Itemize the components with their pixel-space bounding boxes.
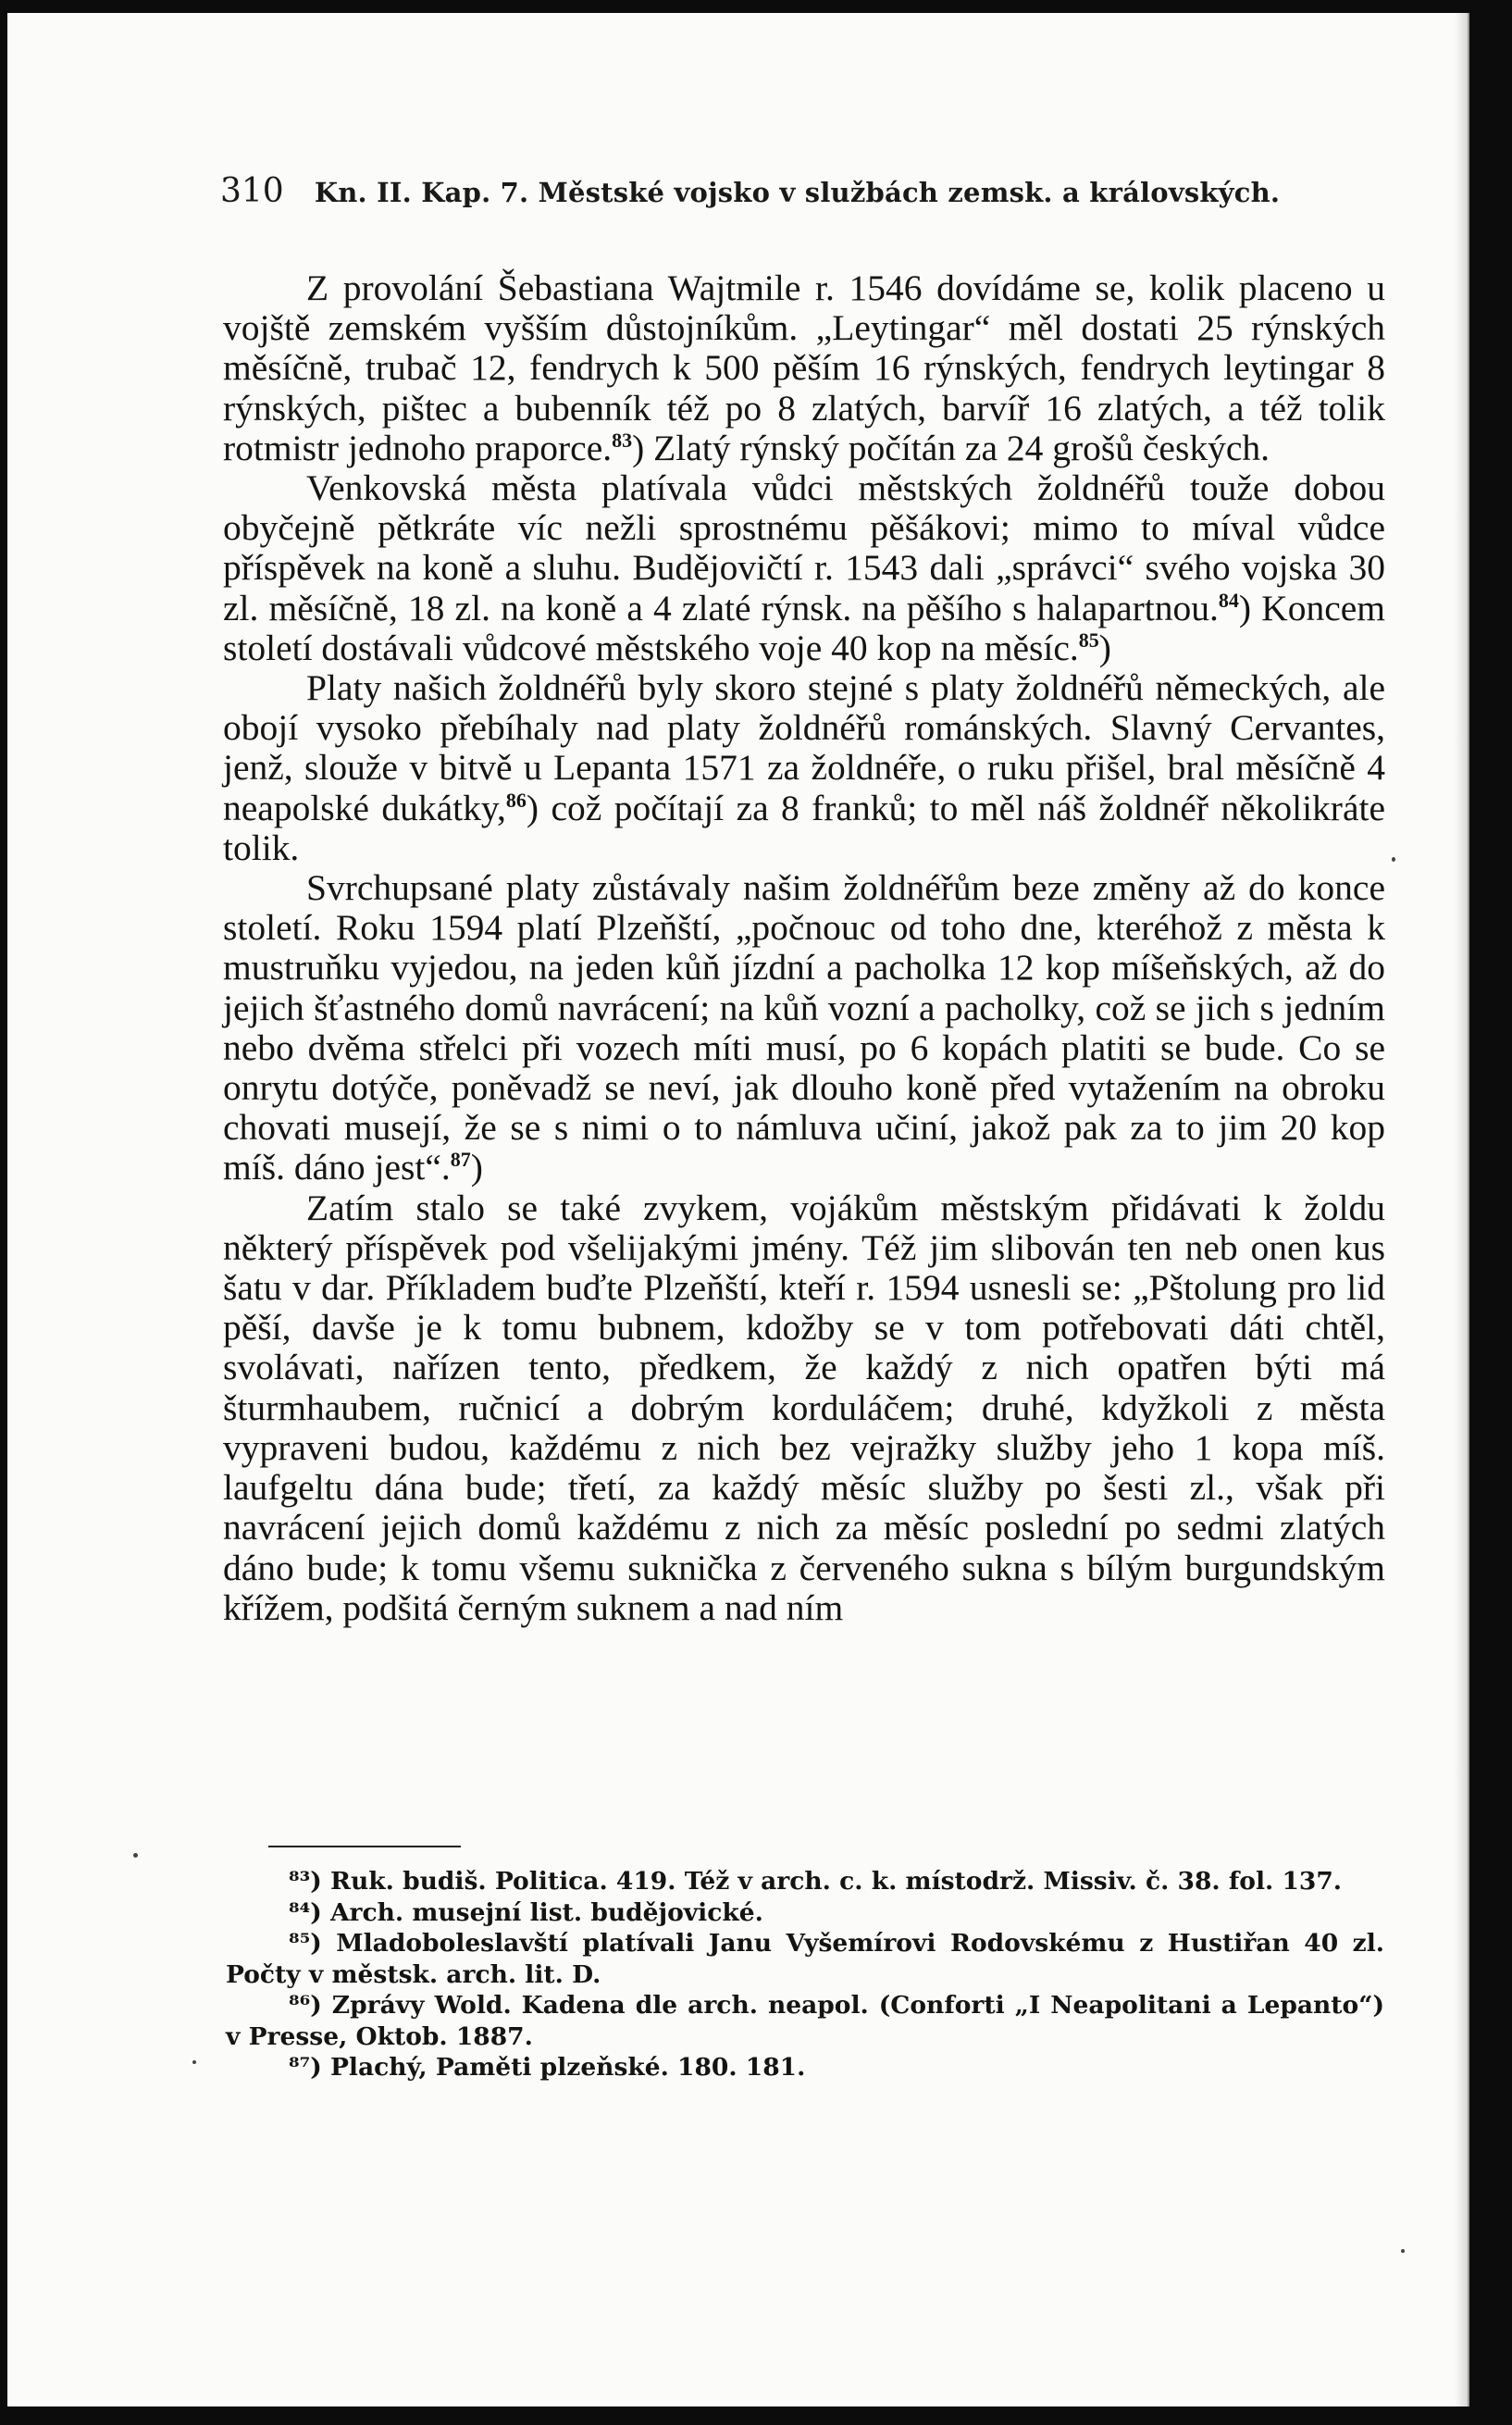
footnote: ⁸⁵) Mladoboleslavští platívali Janu Vyšemírovi Rodovskému z Hustiřan 40 zl. Počty v městsk. arch. lit. D.: [226, 1929, 1384, 1989]
page-number: 310: [220, 172, 284, 210]
print-speck: [192, 2060, 196, 2064]
print-speck: [1392, 857, 1395, 862]
book-page: [7, 13, 1469, 2406]
print-speck: [1401, 2249, 1405, 2253]
print-speck: [133, 1853, 138, 1858]
page-header: [220, 172, 1386, 210]
footnote: ⁸³) Ruk. budiš. Politica. 419. Též v arch. c. k. místodrž. Missiv. č. 38. fol. 137.: [289, 1867, 1342, 1896]
footnote-ref: 85: [1078, 628, 1099, 652]
running-head: Kn. II. Kap. 7. Městské vojsko v službách zemsk. a královských.: [314, 177, 1281, 208]
footnote-ref: 84: [1218, 588, 1239, 612]
paragraph: Z provolání Šebastiana Wajtmile r. 1546 dovídáme se, kolik placeno u vojště zemském vyšším důstojníkům. „Leytingar“ měl dostati 25 rýnských měsíčně, trubač 12, fendrych k 500 pěším 16 rýnských, fendrych leytingar 8 rýnských, pištec a bubenník též po 8 zlatých, barvíř 16 zlatých, a též tolik rotmistr jednoho praporce.$^{83}$) Zlatý rýnský počítán za 24 grošů českých.: [223, 267, 1385, 468]
paragraph: Zatím stalo se také zvykem, vojákům městským přidávati k žoldu některý příspěvek pod všelijakými jmény. Též jim slibován ten neb onen kus šatu v dar. Příkladem buďte Plzeňští, kteří r. 1594 usnesli se: „Pštolung pro lid pěší, davše je k tomu bubnem, kdožby se v tom potřebovati dáti chtěl, svolávati, nařízen tento, předkem, že každý z nich opatřen býti má šturmhaubem, ručnicí a dobrým korduláčem; druhé, kdyžkoli z města vypraveni budou, každému z nich bez vejražky služby jeho 1 kopa míš. laufgeltu dána bude; třetí, za každý měsíc služby po šesti zl., však při navrácení jejich domů každému z nich za měsíc poslední po sedmi zlatých dáno bude; k tomu všemu suknička z červeného sukna s bílým burgundským křížem, podšitá černým suknem a nad ním: [223, 1187, 1385, 1628]
footnote: ⁸⁶) Zprávy Wold. Kadena dle arch. neapol. (Conforti „I Neapolitani a Lepanto“) v Presse, Oktob. 1887.: [226, 1991, 1384, 2051]
footnote-ref: 87: [450, 1148, 471, 1172]
footnote-ref: 83: [612, 428, 633, 452]
paragraph: Svrchupsané platy zůstávaly našim žoldnéřům beze změny až do konce století. Roku 1594 platí Plzeňští, „počnouc od toho dne, kteréhož z města k mustruňku vyjedou, na jeden kůň jízdní a pacholka 12 kop míšeňských, až do jejich šťastného domů navrácení; na kůň vozní a pacholky, což se jich s jedním nebo dvěma střelci při vozech míti musí, po 6 kopách platiti se bude. Co se onrytu dotýče, poněvadž se neví, jak dlouho koně před vytažením na obroku chovati musejí, že se s nimi o to námluva učiní, jakož pak za to jim 20 kop míš. dáno jest“.$^{87}$): [223, 867, 1385, 1188]
footnote: ⁸⁴) Arch. musejní list. budějovické.: [289, 1897, 763, 1927]
paragraph: Platy našich žoldnéřů byly skoro stejné s platy žoldnéřů německých, ale obojí vysoko přebíhaly nad platy žoldnéřů románských. Slavný Cervantes, jenž, slouže v bitvě u Lepanta 1571 za žoldnéře, o ruku přišel, bral měsíčně 4 neapolské dukátky,$^{86}$) což počítají za 8 franků; to měl náš žoldnéř několikráte tolik.: [223, 667, 1385, 868]
page-edge-shadow: [1455, 13, 1468, 2406]
paragraph: Venkovská města platívala vůdci městských žoldnéřů touže dobou obyčejně pětkráte víc nežli sprostnému pěšákovi; mimo to míval vůdce příspěvek na koně a sluhu. Budějovičtí r. 1543 dali „správci“ svého vojska 30 zl. měsíčně, 18 zl. na koně a 4 zlaté rýnsk. na pěšího s halapartnou.$^{84}$) Koncem století dostávali vůdcové městského voje 40 kop na měsíc.$^{85}$): [223, 467, 1385, 668]
footnotes: [226, 1866, 1384, 2083]
footnote: ⁸⁷) Plachý, Paměti plzeňské. 180. 181.: [289, 2053, 806, 2082]
footnote-ref: 86: [505, 788, 527, 812]
footnote-divider: [268, 1846, 461, 1847]
body-text: [223, 268, 1385, 1628]
